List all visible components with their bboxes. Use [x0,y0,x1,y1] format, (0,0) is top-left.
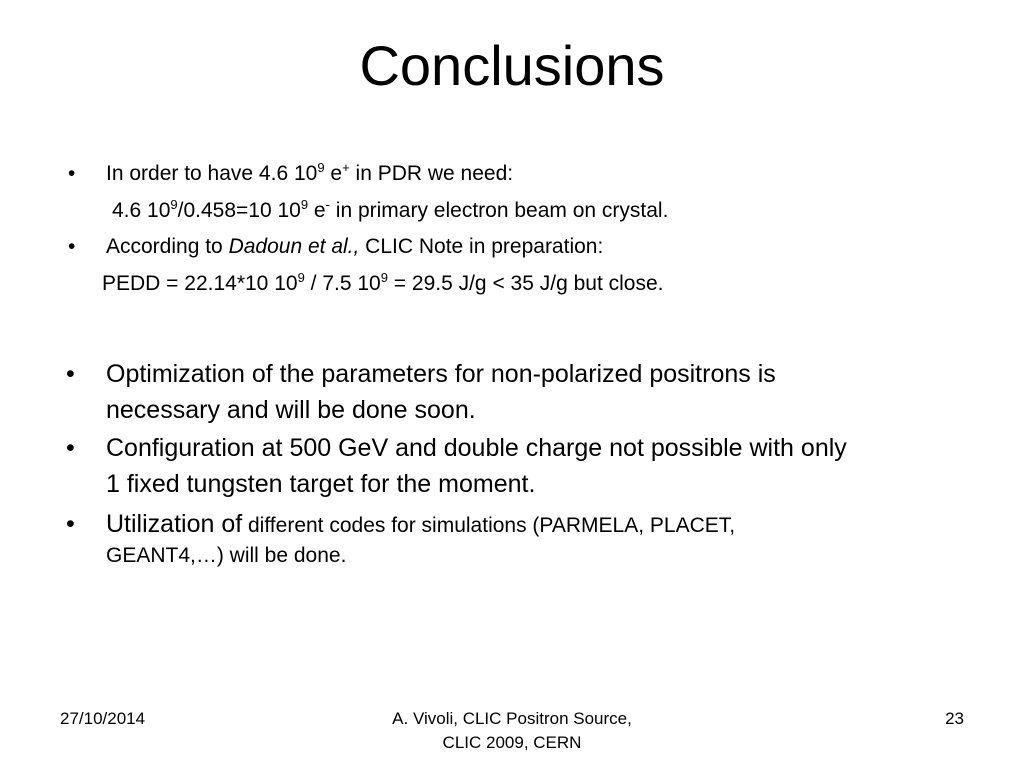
footer-date: 27/10/2014 [60,709,146,728]
slide-title: Conclusions [359,34,665,97]
bullet-4-line-2: 1 fixed tungsten target for the moment. [106,470,536,498]
bullet-marker: • [68,162,76,185]
page-number: 23 [945,709,964,728]
bullet-marker: • [66,434,75,462]
bullet-marker: • [66,510,75,538]
footer-event: CLIC 2009, CERN [442,733,582,752]
footer-center [312,707,712,755]
bullet-marker: • [66,360,75,388]
bullet-3-line-2: necessary and will be done soon. [106,396,476,424]
bullet-3-line-1: Optimization of the parameters for non-polarized positrons is [106,360,776,388]
bullet-2-text: According to Dadoun et al., CLIC Note in preparation: [106,235,604,258]
footer-author: A. Vivoli, CLIC Positron Source, [392,709,632,728]
bullet-marker: • [68,235,76,258]
bullet-1-subline: 4.6 $10^9/0.458=10$ $10^9$ e- in primary electron beam on crystal. [112,197,669,222]
bullet-5-line-1: Utilization of different codes for simulations (PARMELA, PLACET, [106,510,736,538]
bullet-5-line-2: GEANT4,…) will be done. [106,544,347,567]
bullet-1-text: In order to have 4.6 $10^9$ e+ in PDR we need: [106,160,514,185]
bullet-4-line-1: Configuration at 500 GeV and double charge not possible with only [106,434,847,462]
bullet-2-subline: PEDD = 22.14*10 $10^9 / 7.5$ $10^9 = 29.5$ J/g < 35 J/g but close. [102,270,664,295]
